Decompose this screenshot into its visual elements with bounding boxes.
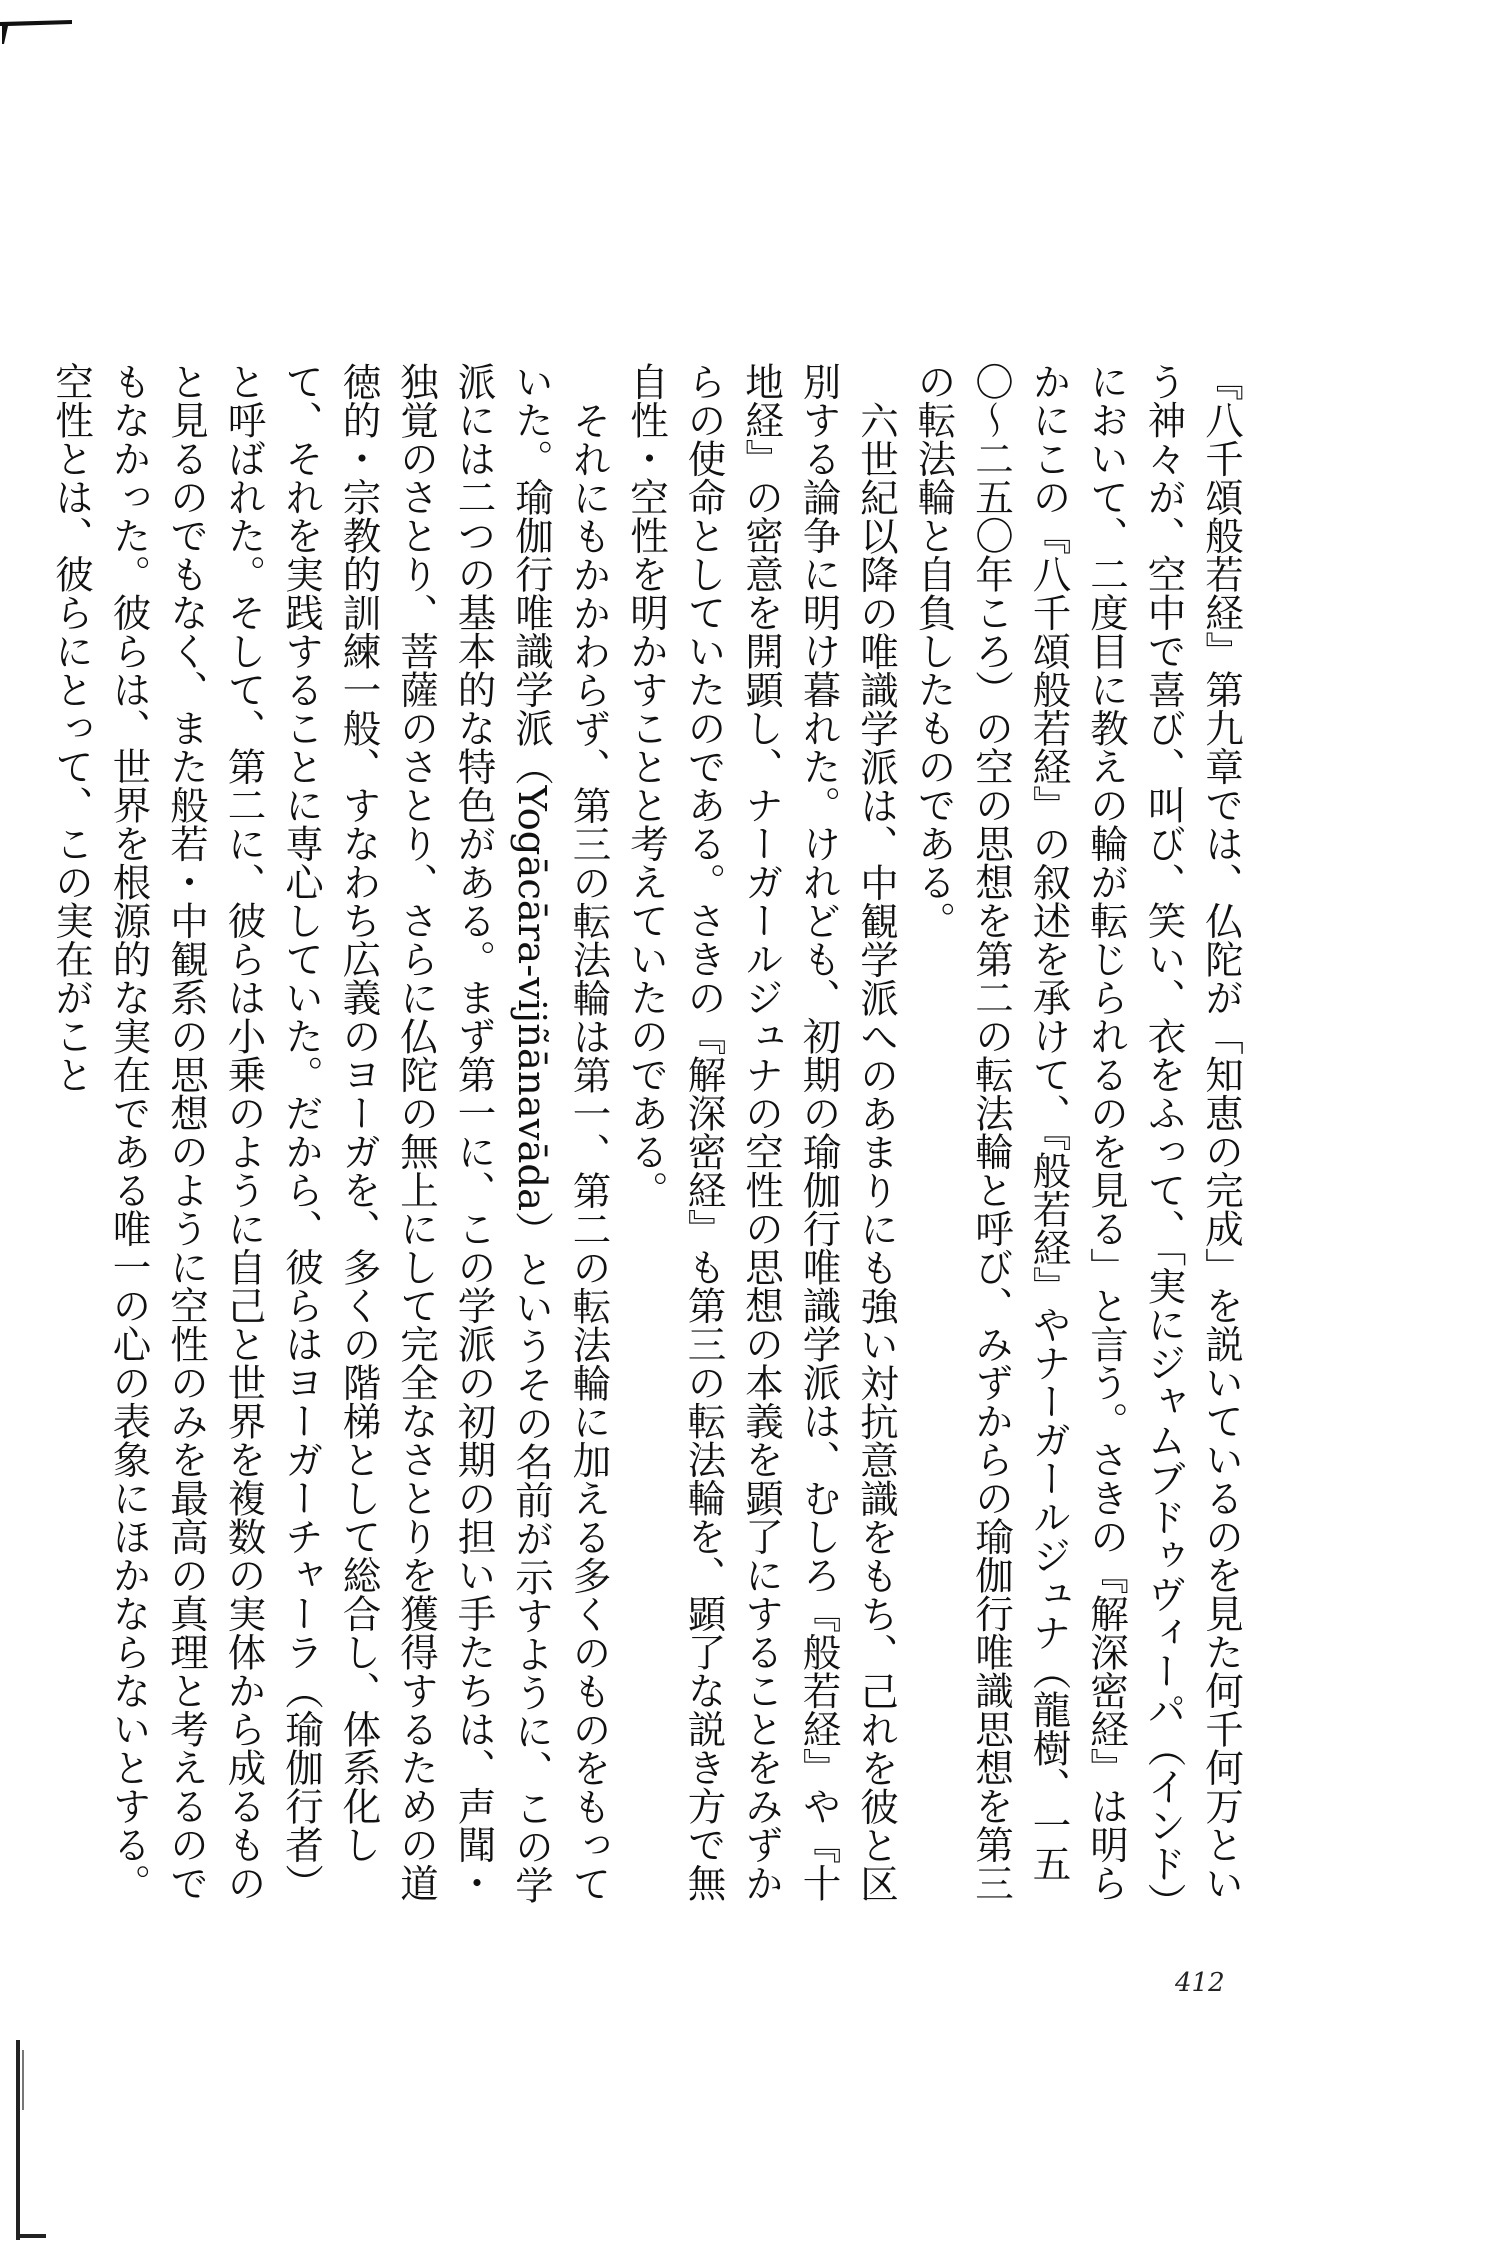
paragraph-3: それにもかかわらず、第三の転法輪は第一、第二の転法輪に加える多くのものをもっていた。瑜伽行唯識学派（Yogācāra-vijñānavāda）というその名前が示すように、この学派には二つの基本的な特色がある。まず第一に、この学派の初期の担い手たちは、声聞・独覚のさとり、菩薩のさとり、さらに仏陀の無上にして完全なさとりを獲得するための道徳的・宗教的訓練一般、すなわち広義のヨーガを、多くの階梯として総合し、体系化して、それを実践することに専心していた。だから、彼らはヨーガーチャーラ（瑜伽行者）と呼ばれた。そして、第二に、彼らは小乗のように自己と世界を複数の実体から成るものと見るのでもなく、また般若・中観系の思想のように空性のみを最高の真理と考えるのでもなかった。彼らは、世界を根源的な実在である唯一の心の表象にほかならないとする。空性とは、彼らにとって、この実在がこと (49, 362, 612, 1905)
paragraph-1: 『八千頌般若経』第九章では、仏陀が「知恵の完成」を説いているのを見た何千何万という神々が、空中で喜び、叫び、笑い、衣をふって、「実にジャムブドゥヴィーパ（インド）において、二度目に教えの輪が転じられるのを見る」と言う。さきの『解深密経』は明らかにこの『八千頌般若経』の叙述を承けて、『般若経』やナーガールジュナ（龍樹、一五〇〜二五〇年ころ）の空の思想を第二の転法輪と呼び、みずからの瑜伽行唯識思想を第三の転法輪と自負したものである。 (911, 362, 1244, 1922)
scan-edge-mark-left (8, 2040, 48, 2240)
scan-edge-mark-top (0, 18, 72, 46)
page-number: 412 (1175, 1968, 1225, 1998)
paragraph-2: 六世紀以降の唯識学派は、中観学派へのあまりにも強い対抗意識をもち、己れを彼と区別する論争に明け暮れた。けれども、初期の瑜伽行唯識学派は、むしろ『般若経』や『十地経』の密意を開顕し、ナーガールジュナの空性の思想の本義を顕了にすることをみずからの使命としていたのである。さきの『解深密経』も第三の転法輪を、顕了な説き方で無自性・空性を明かすことと考えていたのである。 (624, 362, 899, 1902)
vertical-text-body (43, 362, 1251, 1922)
